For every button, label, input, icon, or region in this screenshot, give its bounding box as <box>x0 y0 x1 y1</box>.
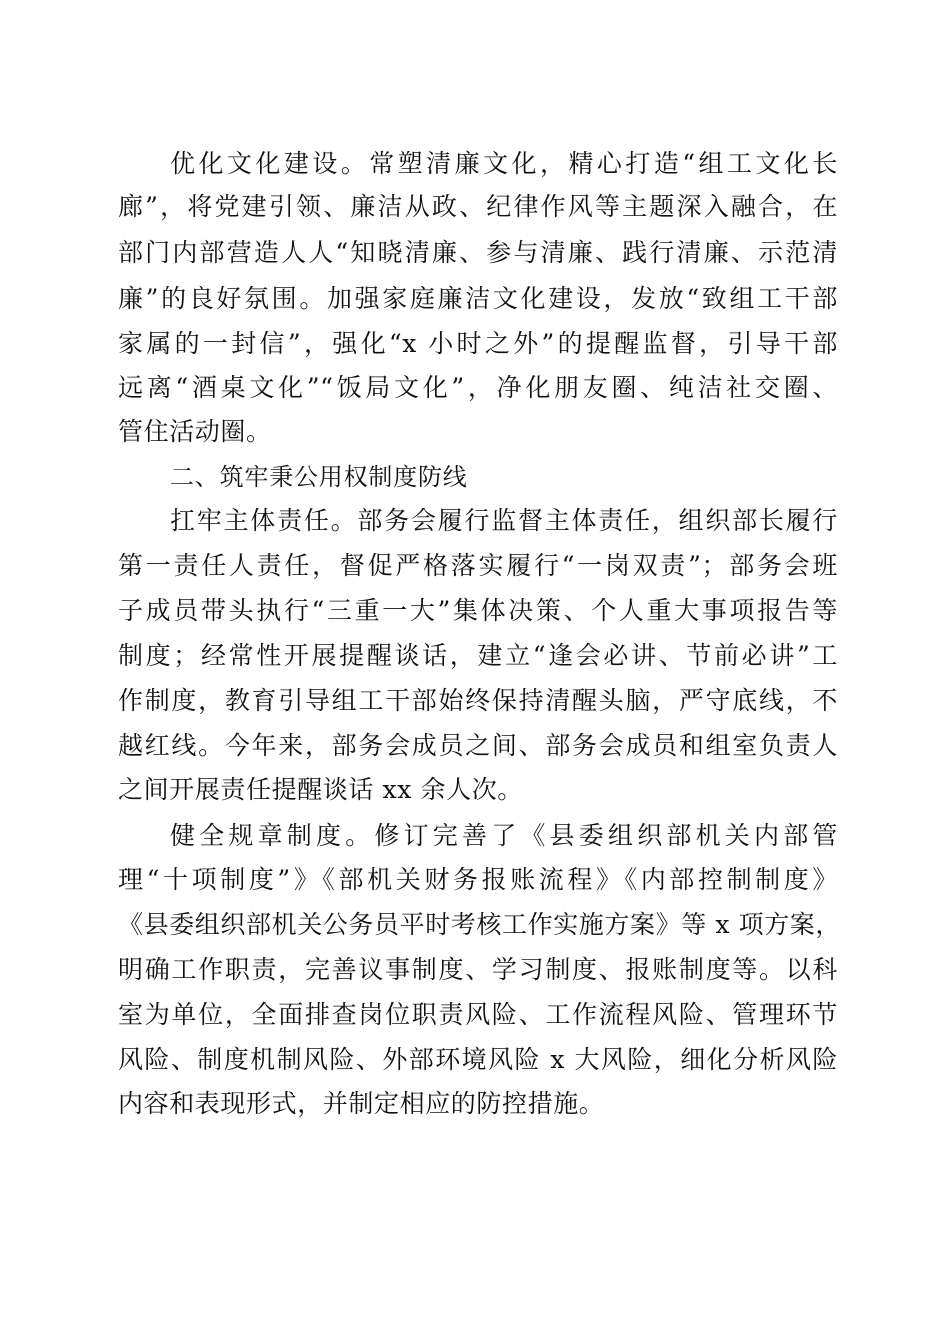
paragraph-line: 《县委组织部机关公务员平时考核工作实施方案》等 x 项方案， <box>118 910 841 939</box>
section-heading: 二、筑牢秉公用权制度防线 <box>170 463 468 491</box>
paragraph-line: 制度；经常性开展提醒谈话，建立“逢会必讲、节前必讲”工 <box>118 641 838 670</box>
paragraph-line: 子成员带头执行“三重一大”集体决策、个人重大事项报告等 <box>118 596 838 625</box>
paragraph-line: 作制度，教育引导组工干部始终保持清醒头脑，严守底线，不 <box>118 686 838 715</box>
paragraph-line: 室为单位，全面排查岗位职责风险、工作流程风险、管理环节 <box>118 1000 838 1029</box>
paragraph-line: 内容和表现形式，并制定相应的防控措施。 <box>118 1089 605 1118</box>
paragraph-line: 廉”的良好氛围。加强家庭廉洁文化建设，发放“致组工干部 <box>118 284 838 313</box>
paragraph-line: 越红线。今年来，部务会成员之间、部务会成员和组室负责人 <box>118 731 838 760</box>
paragraph-line: 第一责任人责任，督促严格落实履行“一岗双责”；部务会班 <box>118 551 838 580</box>
paragraph-line: 远离“酒桌文化”“饭局文化”，净化朋友圈、纯洁社交圈、 <box>118 373 838 402</box>
paragraph-line: 优化文化建设。常塑清廉文化，精心打造“组工文化长 <box>170 149 838 178</box>
paragraph-line: 家属的一封信”，强化“x 小时之外”的提醒监督，引导干部 <box>118 329 838 358</box>
paragraph-line: 明确工作职责，完善议事制度、学习制度、报账制度等。以科 <box>118 955 838 984</box>
paragraph-line: 健全规章制度。修订完善了《县委组织部机关内部管 <box>170 821 838 850</box>
paragraph-line: 廊”，将党建引领、廉洁从政、纪律作风等主题深入融合，在 <box>118 192 838 221</box>
paragraph-line: 风险、制度机制风险、外部环境风险 x 大风险，细化分析风险 <box>118 1045 838 1074</box>
paragraph-line: 扛牢主体责任。部务会履行监督主体责任，组织部长履行 <box>170 506 838 535</box>
paragraph-line: 理“十项制度”》《部机关财务报账流程》《内部控制制度》 <box>118 865 838 894</box>
paragraph-line: 管住活动圈。 <box>118 417 272 446</box>
paragraph-line: 之间开展责任提醒谈话 xx 余人次。 <box>118 775 523 804</box>
paragraph-line: 部门内部营造人人“知晓清廉、参与清廉、践行清廉、示范清 <box>118 238 838 267</box>
